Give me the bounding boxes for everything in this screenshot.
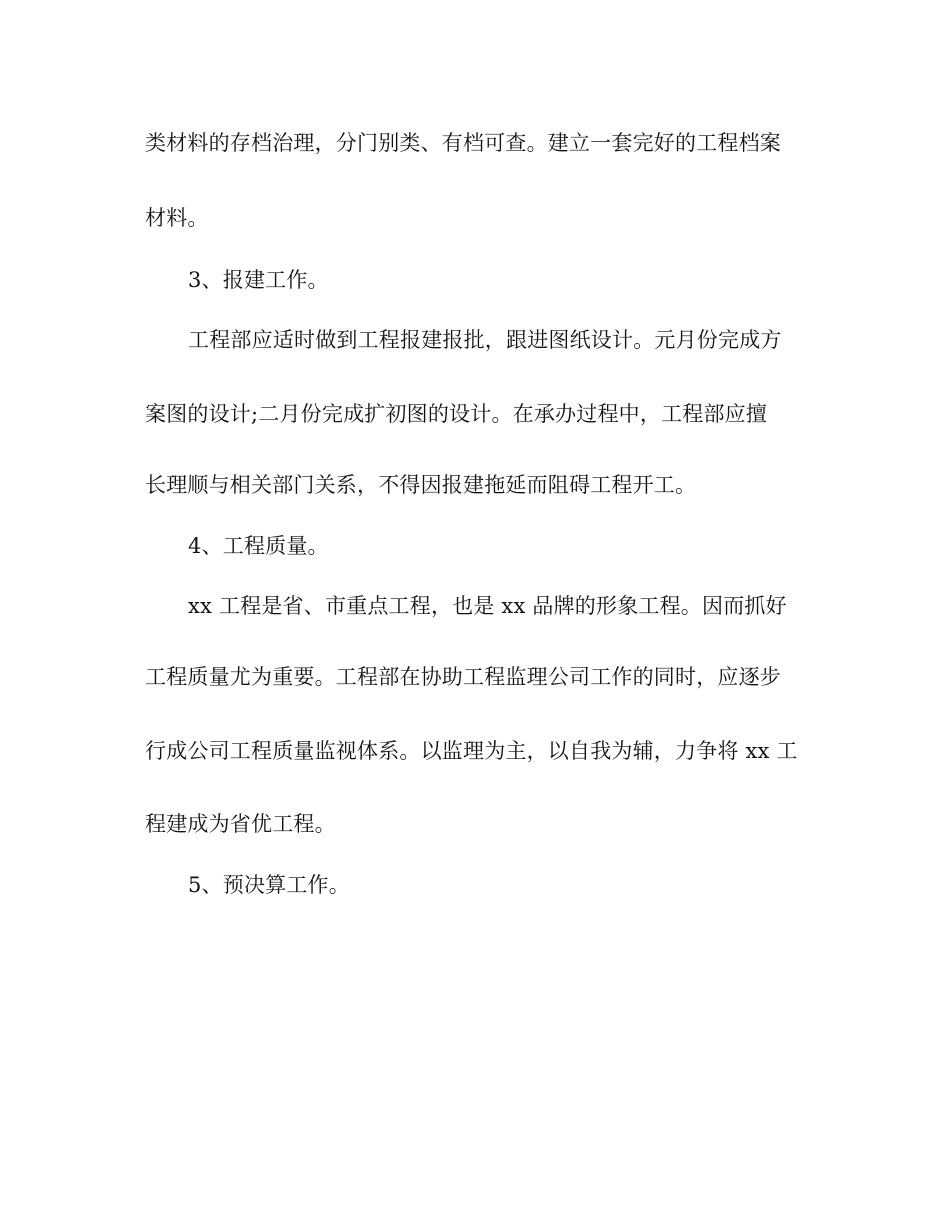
body-text-line: 案图的设计;二月份完成扩初图的设计。在承办过程中，工程部应擅: [145, 402, 768, 426]
body-text-line: 程建成为省优工程。: [145, 812, 336, 836]
body-text-line: 长理顺与相关部门关系，不得因报建拖延而阻碍工程开工。: [145, 473, 697, 497]
body-text-line: 类材料的存档治理，分门别类、有档可查。建立一套完好的工程档案: [145, 131, 781, 155]
body-text-line: 工程部应适时做到工程报建报批，跟进图纸设计。元月份完成方: [188, 328, 782, 352]
section-heading-5: 5、预决算工作。: [188, 873, 350, 897]
body-text-line: xx 工程是省、市重点工程，也是 xx 品牌的形象工程。因而抓好: [188, 594, 787, 618]
body-text-line: 材料。: [145, 206, 209, 230]
body-text-line: 工程质量尤为重要。工程部在协助工程监理公司工作的同时，应逐步: [145, 665, 781, 689]
section-heading-3: 3、报建工作。: [188, 268, 329, 292]
body-text-line: 行成公司工程质量监视体系。以监理为主，以自我为辅，力争将 xx 工: [145, 739, 798, 763]
section-heading-4: 4、工程质量。: [188, 534, 329, 558]
